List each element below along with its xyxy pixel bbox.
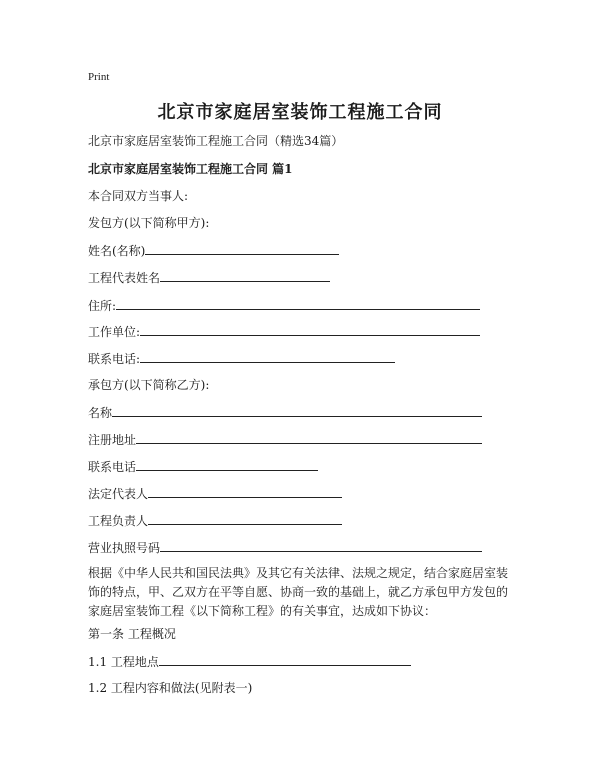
article1-2-text: 1.2 工程内容和做法(见附表一) (88, 681, 253, 695)
blank-line (112, 404, 482, 417)
article1-heading: 第一条 工程概况 (88, 627, 176, 641)
field-label: 1.1 工程地点 (88, 655, 159, 669)
field-label: 工程负责人 (88, 514, 149, 528)
party-a-address-field (88, 297, 480, 314)
field-label: 姓名(名称) (88, 244, 146, 258)
print-label[interactable]: Print (88, 71, 110, 83)
preamble-paragraph: 根据《中华人民共和国民法典》及其它有关法律、法规之规定，结合家庭居室装饰的特点，甲、乙双方在平等自愿、协商一致的基础上，就乙方承包甲方发包的家庭居室装饰工程《以下简称工程》的有关事宜，达成如下协议： (88, 566, 509, 618)
article1-1-field (88, 653, 411, 670)
party-a-phone-field (88, 350, 395, 367)
document-title: 北京市家庭居室装饰工程施工合同 (157, 102, 443, 123)
field-label: 联系电话: (88, 352, 141, 366)
field-label: 住所: (88, 299, 117, 313)
party-b-name-field (88, 404, 482, 421)
blank-line (136, 458, 318, 471)
party-b-legal-rep-field (88, 485, 342, 502)
field-label: 注册地址 (88, 433, 137, 447)
blank-line (116, 297, 480, 310)
section-heading: 北京市家庭居室装饰工程施工合同 篇1 (88, 162, 293, 176)
blank-line (159, 653, 411, 666)
blank-line (136, 431, 482, 444)
field-label: 营业执照号码 (88, 541, 161, 555)
party-a-heading: 发包方(以下简称甲方): (88, 216, 210, 230)
blank-line (148, 485, 342, 498)
field-label: 联系电话 (88, 460, 137, 474)
party-a-representative-field (88, 269, 330, 286)
field-label: 工作单位: (88, 325, 141, 339)
blank-line (160, 269, 330, 282)
field-label: 法定代表人 (88, 487, 149, 501)
blank-line (148, 512, 342, 525)
blank-line (145, 242, 339, 255)
field-label: 名称 (88, 406, 113, 420)
field-label: 工程代表姓名 (88, 271, 161, 285)
blank-line (160, 539, 482, 552)
intro-text: 本合同双方当事人: (88, 189, 189, 203)
party-a-name-field (88, 242, 339, 259)
blank-line (140, 323, 480, 336)
document-subtitle: 北京市家庭居室装饰工程施工合同（精选34篇） (88, 134, 344, 148)
party-b-phone-field (88, 458, 318, 475)
party-b-project-lead-field (88, 512, 342, 529)
party-b-address-field (88, 431, 482, 448)
party-b-heading: 承包方(以下简称乙方): (88, 378, 210, 392)
blank-line (140, 350, 395, 363)
party-a-workplace-field (88, 323, 480, 340)
party-b-license-field (88, 539, 482, 556)
